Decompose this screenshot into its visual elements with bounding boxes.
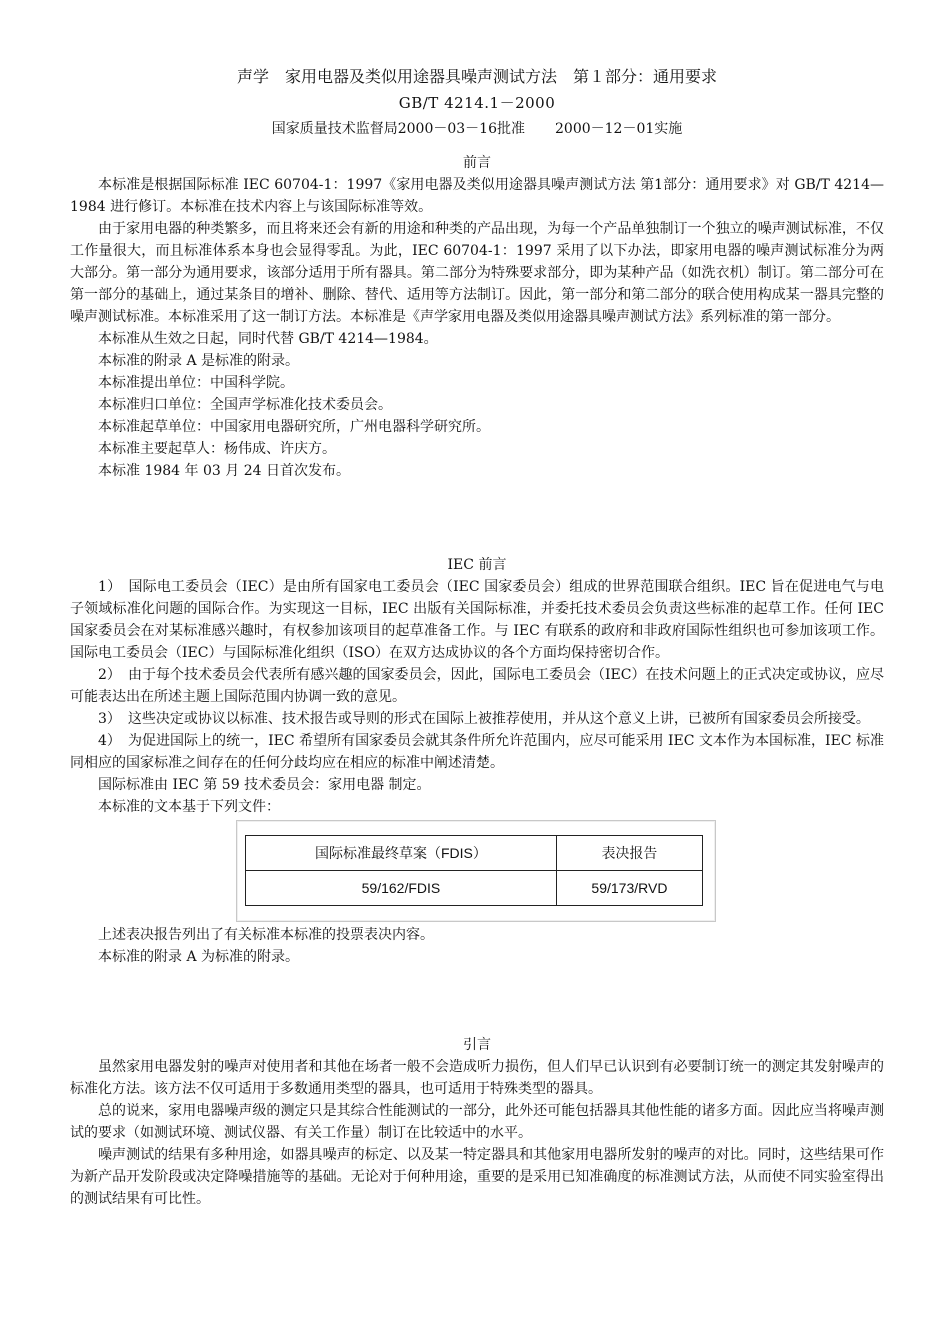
iec-foreword-paragraph: 本标准的附录 A 为标准的附录。 [98,949,300,965]
introduction-paragraph: 总的说来，家用电器噪声级的测定只是其综合性能测试的一部分，此外还可能包括器具其他性能的诸多方面。因此应当将噪声测试的要求（如测试环境、测试仪器、有关工作量）制订在比较适中的水平。 [70,1103,884,1141]
iec-foreword-paragraph: 本标准的文本基于下列文件： [98,799,280,815]
foreword-heading: 前言 [463,155,491,171]
iec-foreword-paragraph: 国际标准由 IEC 第 59 技术委员会：家用电器 制定。 [98,777,431,793]
approval-line [70,116,884,142]
foreword-paragraph: 本标准的附录 A 是标准的附录。 [98,353,300,369]
iec-foreword-paragraph: 4） 为促进国际上的统一，IEC 希望所有国家委员会就其条件所允许范围内，应尽可能采用 IEC 文本作为本国标准，IEC 标准同相应的国家标准之间存在的任何分歧均应在相应的标准中阐述清楚。 [70,733,884,771]
introduction-heading: 引言 [463,1037,491,1053]
approval-date: 国家质量技术监督局2000－03－16批准 [271,121,525,137]
foreword-paragraph: 本标准 1984 年 03 月 24 日首次发布。 [98,463,350,479]
foreword-paragraph: 本标准归口单位：全国声学标准化技术委员会。 [98,397,392,413]
table-header-rvd: 表决报告 [556,836,702,871]
iec-foreword-heading: IEC 前言 [447,557,507,573]
foreword-paragraph: 本标准主要起草人：杨伟成、许庆方。 [98,441,336,457]
document-page [70,64,884,1210]
introduction-paragraph: 噪声测试的结果有多种用途，如器具噪声的标定、以及某一特定器具和其他家用电器所发射的噪声的对比。同时，这些结果可作为新产品开发阶段或决定降噪措施等的基础。无论对于何种用途，重要的是采用已知准确度的标准测试方法，从而使不同实验室得出的测试结果有可比性。 [70,1147,884,1207]
implementation-date: 2000－12－01实施 [555,121,683,137]
table-row [246,871,703,906]
table-header-row [246,836,703,871]
table-cell-fdis: 59/162/FDIS [246,871,557,906]
voting-table [245,835,703,906]
foreword-paragraph: 本标准是根据国际标准 IEC 60704-1：1997《家用电器及类似用途器具噪声测试方法 第1部分：通用要求》对 GB/T 4214—1984 进行修订。本标准在技术内容上与该国际标准等效。 [70,177,884,215]
iec-foreword-paragraph: 2） 由于每个技术委员会代表所有感兴趣的国家委员会，因此，国际电工委员会（IEC）在技术问题上的正式决定或协议，应尽可能表达出在所述主题上国际范围内协调一致的意见。 [70,667,884,705]
section-spacer [70,968,884,1028]
introduction-paragraph: 虽然家用电器发射的噪声对使用者和其他在场者一般不会造成听力损伤，但人们早已认识到有必要制订统一的测定其发射噪声的标准化方法。该方法不仅可适用于多数通用类型的器具，也可适用于特殊类型的器具。 [70,1059,884,1097]
section-spacer [70,482,884,548]
standard-number: GB/T 4214.1－2000 [398,94,556,112]
iec-foreword-paragraph: 1） 国际电工委员会（IEC）是由所有国家电工委员会（IEC 国家委员会）组成的世界范围联合组织。IEC 旨在促进电气与电子领域标准化问题的国际合作。为实现这一目标，IEC 出版有关国际标准，并委托技术委员会负责这些标准的起草工作。任何 IEC 国家委员会在对某标准感兴趣时，有权参加该项目的起草准备工作。与 IEC 有联系的政府和非政府国际性组织也可参加该项工作。国际电工委员会（IEC）与国际标准化组织（ISO）在双方达成协议的各个方面均保持密切合作。 [70,579,884,661]
document-title: 声学 家用电器及类似用途器具噪声测试方法 第１部分：通用要求 [236,67,717,86]
foreword-paragraph: 本标准提出单位：中国科学院。 [98,375,294,391]
foreword-paragraph: 本标准起草单位：中国家用电器研究所，广州电器科学研究所。 [98,419,490,435]
iec-foreword-paragraph: 上述表决报告列出了有关标准本标准的投票表决内容。 [98,927,434,943]
foreword-paragraph: 由于家用电器的种类繁多，而且将来还会有新的用途和种类的产品出现，为每一个产品单独制订一个独立的噪声测试标准，不仅工作量很大，而且标准体系本身也会显得零乱。为此，IEC 60704-1：1997 采用了以下办法，即家用电器的噪声测试标准分为两大部分。第一部分为通用要求，该部分适用于所有器具。第二部分为特殊要求部分，即为某种产品（如洗衣机）制订。第二部分可在第一部分的基础上，通过某条目的增补、删除、替代、适用等方法制订。因此，第一部分和第二部分的联合使用构成某一器具完整的噪声测试标准。本标准采用了这一制订方法。本标准是《声学家用电器及类似用途器具噪声测试方法》系列标准的第一部分。 [70,221,884,325]
foreword-paragraph: 本标准从生效之日起，同时代替 GB/T 4214—1984。 [98,331,438,347]
table-cell-rvd: 59/173/RVD [556,871,702,906]
voting-table-image [236,820,716,922]
iec-foreword-paragraph: 3） 这些决定或协议以标准、技术报告或导则的形式在国际上被推荐使用，并从这个意义上讲，已被所有国家委员会所接受。 [98,711,870,727]
table-header-fdis: 国际标准最终草案（FDIS） [246,836,557,871]
